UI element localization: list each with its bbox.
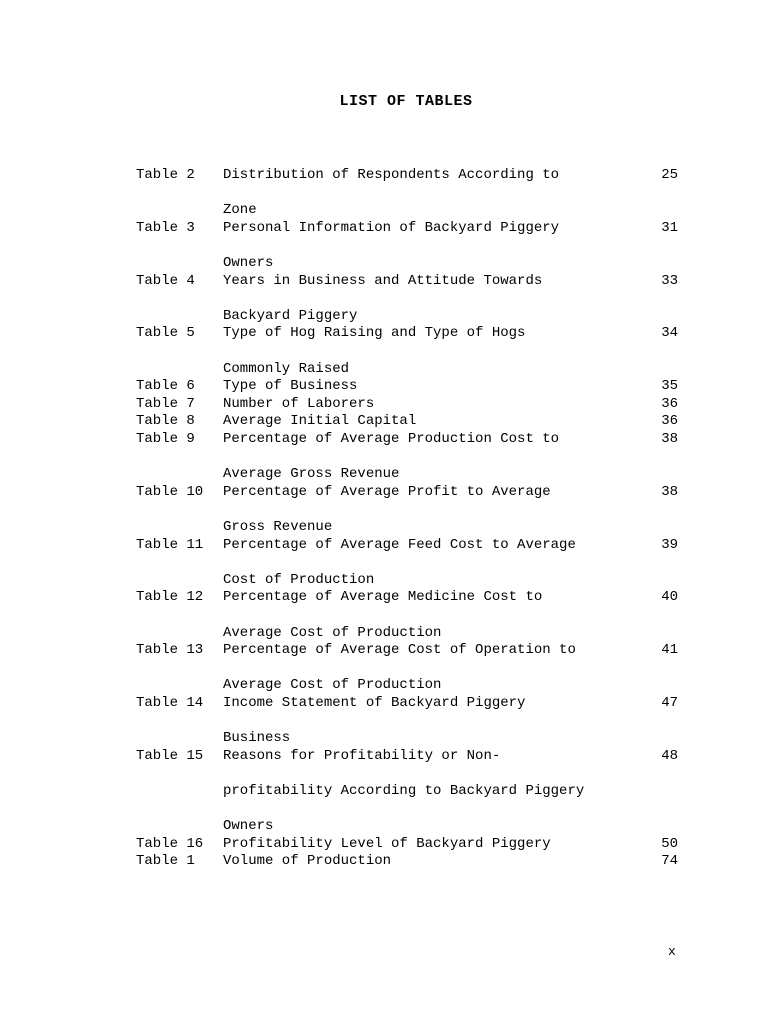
page-reference: 48 bbox=[661, 747, 678, 764]
page-reference: 34 bbox=[661, 325, 678, 342]
table-title-line: Owners bbox=[223, 818, 274, 835]
table-title-line: Personal Information of Backyard Piggery bbox=[223, 219, 560, 236]
table-label: Table 8 bbox=[136, 413, 195, 430]
page-title: LIST OF TABLES bbox=[339, 93, 473, 110]
table-title-line: Average Gross Revenue bbox=[223, 466, 400, 483]
table-title-line: Average Initial Capital bbox=[223, 413, 417, 430]
table-label: Table 1 bbox=[136, 853, 195, 870]
page-reference: 40 bbox=[661, 589, 678, 606]
table-title-line: Distribution of Respondents According to bbox=[223, 167, 560, 183]
page-number: x bbox=[668, 944, 676, 959]
table-label: Table 4 bbox=[136, 272, 195, 289]
table-title-line: Percentage of Average Medicine Cost to bbox=[223, 589, 543, 606]
table-title-line: Cost of Production bbox=[223, 571, 375, 588]
page-reference: 41 bbox=[661, 642, 678, 659]
table-label: Table 6 bbox=[136, 378, 195, 395]
page-reference: 50 bbox=[661, 835, 678, 852]
table-title-line: Volume of Production bbox=[223, 853, 392, 870]
table-title-line: Business bbox=[223, 730, 291, 747]
table-title-line: Percentage of Average Feed Cost to Average bbox=[223, 536, 576, 553]
page-reference: 31 bbox=[661, 219, 678, 236]
table-title-line: Owners bbox=[223, 255, 274, 271]
page-reference: 35 bbox=[661, 378, 678, 395]
page-reference: 36 bbox=[661, 413, 678, 430]
page-reference: 74 bbox=[661, 853, 678, 870]
page-reference: 38 bbox=[661, 483, 678, 500]
page-reference: 25 bbox=[661, 167, 678, 183]
table-title-line: Type of Business bbox=[223, 378, 358, 395]
table-title-line: profitability According to Backyard Piggery bbox=[223, 783, 585, 799]
table-title-line: Reasons for Profitability or Non- bbox=[223, 747, 501, 764]
page-reference: 36 bbox=[661, 395, 678, 412]
table-title-line: Type of Hog Raising and Type of Hogs bbox=[223, 325, 526, 342]
table-title-line: Profitability Level of Backyard Piggery bbox=[223, 835, 551, 852]
table-label: Table 9 bbox=[136, 431, 195, 447]
table-title-line: Average Cost of Production bbox=[223, 624, 442, 641]
table-title-line: Gross Revenue bbox=[223, 519, 333, 535]
table-label: Table 13 bbox=[136, 642, 204, 659]
table-label: Table 3 bbox=[136, 219, 195, 236]
table-title-line: Average Cost of Production bbox=[223, 677, 442, 694]
table-label: Table 16 bbox=[136, 835, 204, 852]
table-label: Table 15 bbox=[136, 747, 204, 764]
table-label: Table 7 bbox=[136, 395, 195, 412]
table-title-line: Years in Business and Attitude Towards bbox=[223, 272, 543, 289]
table-label: Table 10 bbox=[136, 483, 204, 500]
table-label: Table 2 bbox=[136, 167, 195, 183]
page-reference: 39 bbox=[661, 536, 678, 553]
table-title-line: Commonly Raised bbox=[223, 360, 350, 377]
table-title-line: Percentage of Average Production Cost to bbox=[223, 431, 560, 447]
table-title-line: Zone bbox=[223, 202, 257, 219]
table-title-line: Percentage of Average Cost of Operation to bbox=[223, 642, 576, 659]
table-title-line: Percentage of Average Profit to Average bbox=[223, 483, 551, 500]
page-reference: 38 bbox=[661, 431, 678, 447]
table-label: Table 11 bbox=[136, 536, 204, 553]
table-title-line: Number of Laborers bbox=[223, 395, 375, 412]
page-reference: 33 bbox=[661, 272, 678, 289]
table-label: Table 12 bbox=[136, 589, 204, 606]
table-label: Table 14 bbox=[136, 695, 204, 711]
table-title-line: Backyard Piggery bbox=[223, 307, 358, 324]
table-label: Table 5 bbox=[136, 325, 195, 342]
page-reference: 47 bbox=[661, 695, 678, 711]
table-title-line: Income Statement of Backyard Piggery bbox=[223, 695, 526, 711]
